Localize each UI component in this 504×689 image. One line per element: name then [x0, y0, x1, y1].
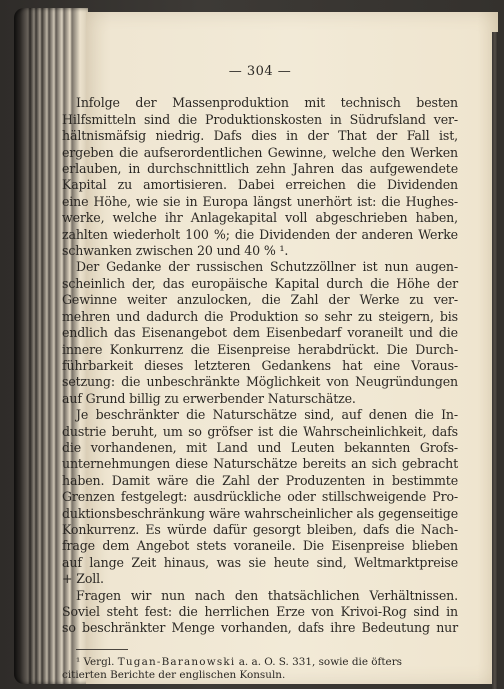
- text-line: Fragen wir nun nach den thatsächlichen Verhältnissen.: [76, 587, 458, 603]
- text-line: werke, welche ihr Anlagekapital voll abgeschrieben haben,: [62, 210, 458, 226]
- page-number: — 304 —: [228, 64, 292, 79]
- paragraph-1: [62, 95, 458, 259]
- text-line: frage dem Angebot stets voraneile. Die Eisenpreise blieben: [62, 538, 458, 554]
- text-line: setzung: die unbeschränkte Möglichkeit von Neugründungen: [62, 374, 458, 390]
- text-line: eine Höhe, wie sie in Europa längst unerhört ist: die Hughes-: [62, 193, 458, 209]
- text-line: Je beschränkter die Naturschätze sind, auf denen die In-: [76, 407, 458, 423]
- text-line: schwanken zwischen 20 und 40 % ¹.: [62, 243, 289, 259]
- paragraph-4: [62, 588, 458, 637]
- text-line: hältnismäfsig niedrig. Dafs dies in der That der Fall ist,: [62, 128, 458, 144]
- text-line: unternehmungen diese Naturschätze bereits an sich gebracht: [62, 456, 458, 472]
- paragraph-3: [62, 407, 458, 587]
- page-right-edge: [492, 32, 498, 689]
- footnote: [62, 656, 458, 682]
- text-line: + Zoll.: [62, 571, 104, 587]
- text-line: Gewinne weiter anzulocken, die Zahl der Werke zu ver-: [62, 292, 458, 308]
- text-line: Konkurrenz. Es würde dafür gesorgt bleiben, dafs die Nach-: [62, 521, 458, 537]
- text-line: zahlten wiederholt 100 %; die Dividenden der anderen Werke: [62, 226, 458, 242]
- text-line: führbarkeit dieses letzteren Gedankens hat eine Voraus-: [62, 357, 458, 373]
- text-line: duktionsbeschränkung wäre wahrscheinlicher als gegenseitige: [62, 505, 458, 521]
- text-line: Infolge der Massenproduktion mit technisch besten: [76, 95, 458, 111]
- text-line: Der Gedanke der russischen Schutzzöllner ist nun augen-: [76, 259, 458, 275]
- text-line: so beschränkter Menge vorhanden, dafs ihre Bedeutung nur: [62, 620, 458, 636]
- text-line: Kapital zu amortisieren. Dabei erreichen die Dividenden: [62, 177, 458, 193]
- text-line: auf Grund billig zu erwerbender Naturschätze.: [62, 390, 356, 406]
- text-line: Grenzen festgelegt: ausdrückliche oder stillschweigende Pro-: [62, 489, 458, 505]
- footnote-line: [62, 656, 458, 669]
- text-line: Hilfsmitteln sind die Produktionskosten in Südrufsland ver-: [62, 111, 458, 127]
- footnote-prefix: ¹ Vergl.: [76, 655, 118, 668]
- footnote-author: Tugan-Baranowski: [117, 655, 236, 668]
- text-line: mehren und dadurch die Produktion so sehr zu steigern, bis: [62, 308, 458, 324]
- text-line: dustrie beruht, um so gröfser ist die Wahrscheinlichkeit, dafs: [62, 423, 458, 439]
- page-text-block: [62, 64, 458, 682]
- text-line: die vorhandenen, mit Land und Leuten bekannten Grofs-: [62, 439, 458, 455]
- footnote-divider: [76, 649, 128, 650]
- text-line: Soviel steht fest: die herrlichen Erze von Krivoi-Rog sind in: [62, 604, 458, 619]
- footnote-line: citierten Berichte der englischen Konsuln.: [62, 669, 286, 682]
- text-line: endlich das Eisenangebot dem Eisenbedarf voraneilt und die: [62, 325, 458, 341]
- text-line: haben. Damit wäre die Zahl der Produzenten in bestimmte: [62, 472, 458, 488]
- text-line: erlauben, in durchschnittlich zehn Jahren das aufgewendete: [62, 161, 458, 177]
- text-line: scheinlich der, das europäische Kapital durch die Höhe der: [62, 275, 458, 291]
- footnote-suffix: a. a. O. S. 331, sowie die öfters: [235, 655, 403, 668]
- paragraph-2: [62, 259, 458, 407]
- text-line: auf lange Zeit hinaus, was sie heute sind, Weltmarktpreise: [62, 554, 458, 570]
- text-line: innere Konkurrenz die Eisenpreise herabdrückt. Die Durch-: [62, 341, 458, 357]
- text-line: ergeben die aufserordentlichen Gewinne, welche den Werken: [62, 144, 458, 160]
